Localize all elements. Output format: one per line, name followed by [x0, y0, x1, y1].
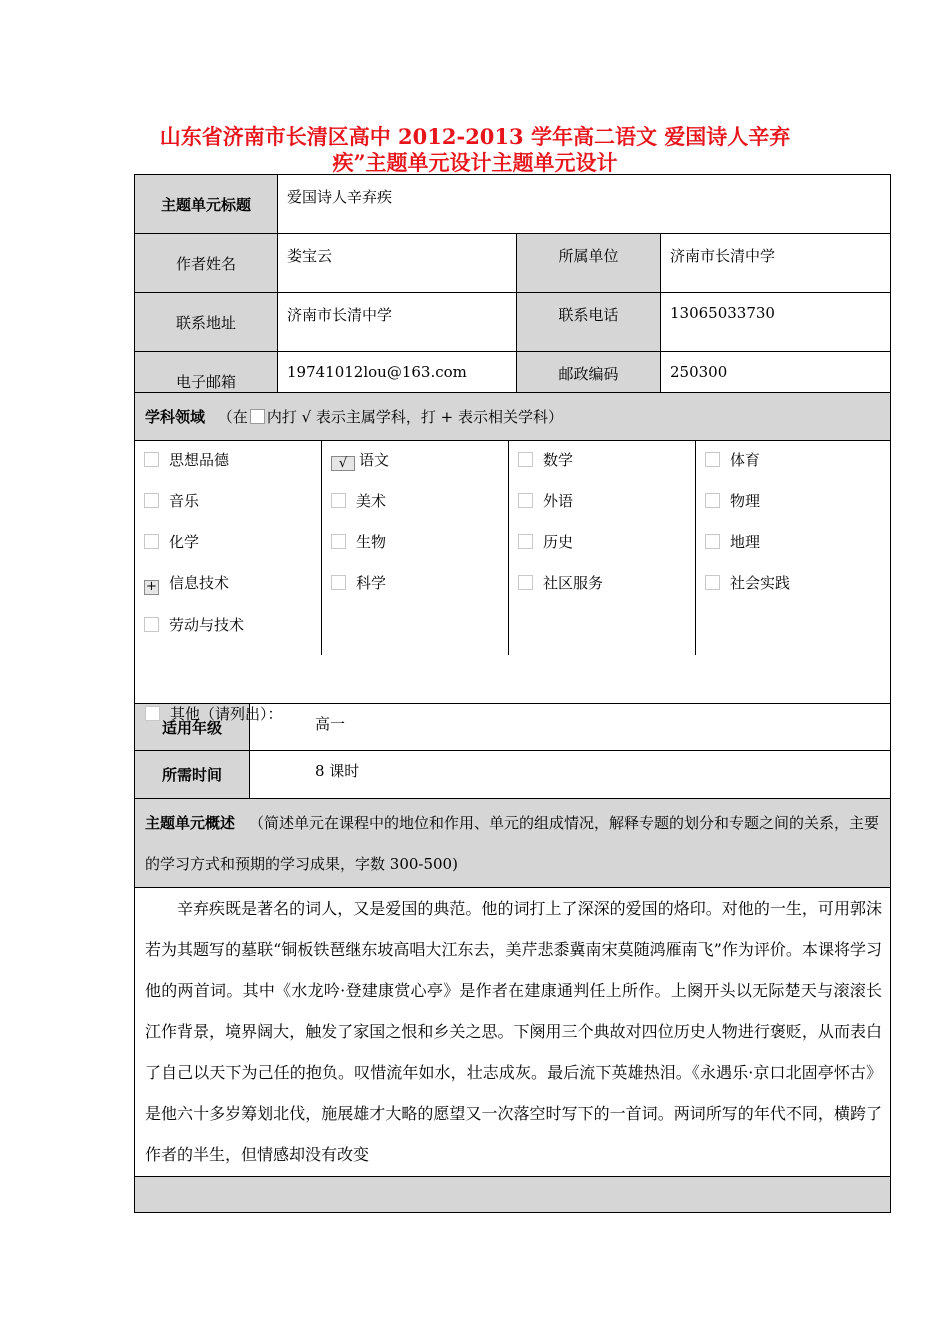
subject-column-3 — [509, 441, 696, 655]
other-subject[interactable]: 其他（请列出）： — [145, 703, 283, 724]
email-label: 电子邮箱 — [135, 352, 278, 411]
subject-area — [135, 441, 891, 723]
subject-column-4 — [696, 441, 886, 655]
checkbox-icon[interactable] — [705, 493, 720, 508]
subject-item[interactable]: 思想品德 — [144, 449, 229, 470]
subject-grid — [135, 441, 890, 655]
subject-column-2 — [322, 441, 509, 655]
checkbox-icon[interactable] — [331, 575, 346, 590]
subject-item[interactable]: 社区服务 — [518, 572, 603, 593]
info-table — [134, 174, 891, 411]
phone-value: 13065033730 — [661, 293, 891, 352]
subject-item[interactable]: 音乐 — [144, 490, 199, 511]
document-title-line1: 山东省济南市长清区高中 2012-2013 学年高二语文 爱国诗人辛弃 — [159, 124, 791, 149]
checkmark-checkbox-icon[interactable]: √ — [331, 456, 355, 471]
author-value: 娄宝云 — [278, 234, 517, 293]
document-title-line2: 疾”主题单元设计主题单元设计 — [332, 150, 618, 175]
subject-item[interactable]: 体育 — [705, 449, 760, 470]
unit-label: 所属单位 — [517, 234, 661, 293]
subject-item[interactable]: 科学 — [331, 572, 386, 593]
checkbox-icon[interactable] — [144, 493, 159, 508]
address-value: 济南市长清中学 — [278, 293, 517, 352]
subject-item[interactable]: 劳动与技术 — [144, 614, 244, 635]
grade-value: 高一 — [250, 704, 891, 751]
time-value: 8 课时 — [250, 751, 891, 799]
overview-header — [135, 799, 891, 888]
subject-item[interactable]: 历史 — [518, 531, 573, 552]
subject-item[interactable]: 美术 — [331, 490, 386, 511]
checkbox-icon[interactable] — [518, 452, 533, 467]
checkbox-icon[interactable] — [331, 493, 346, 508]
checkbox-icon[interactable] — [144, 534, 159, 549]
overview-note: （简述单元在课程中的地位和作用、单元的组成情况，解释专题的划分和专题之间的关系，主要的学习方式和预期的学习成果，字数 300-500) — [145, 814, 880, 873]
topic-label: 主题单元标题 — [135, 175, 278, 234]
phone-label: 联系电话 — [517, 293, 661, 352]
subject-item[interactable]: 地理 — [705, 531, 760, 552]
subject-column-1 — [135, 441, 322, 655]
subject-note-a: （在 — [217, 408, 248, 426]
subject-item[interactable]: √ 语文 — [331, 449, 389, 471]
overview-body — [135, 888, 891, 1177]
postcode-label: 邮政编码 — [517, 352, 661, 411]
checkbox-icon[interactable] — [705, 452, 720, 467]
subject-item[interactable]: 生物 — [331, 531, 386, 552]
subject-item[interactable]: + 信息技术 — [144, 572, 229, 595]
postcode-value: 250300 — [661, 352, 891, 411]
checkbox-icon[interactable] — [518, 493, 533, 508]
address-label: 联系地址 — [135, 293, 278, 352]
unit-value: 济南市长清中学 — [661, 234, 891, 293]
overview-text: 辛弃疾既是著名的词人，又是爱国的典范。他的词打上了深深的爱国的烙印。对他的一生，可用郭沫若为其题写的墓联“铜板铁琶继东坡高唱大江东去，美芹悲黍冀南宋莫随鸿雁南飞”作为评价。本课将学习他的两首词。其中《水龙吟·登建康赏心亭》是作者在建康通判任上所作。上阕开头以无际楚天与滚滚长江作背景，境界阔大，触发了家国之恨和乡关之思。下阕用三个典故对四位历史人物进行褒贬，从而表白了自己以天下为己任的抱负。叹惜流年如水，壮志成灰。最后流下英雄热泪。《永遇乐·京口北固亭怀古》是他六十多岁筹划北伐，施展雄才大略的愿望又一次落空时写下的一首词。两词所写的年代不同，横跨了作者的半生，但情感却没有改变 — [145, 899, 882, 1164]
checkbox-icon[interactable] — [331, 534, 346, 549]
author-label: 作者姓名 — [135, 234, 278, 293]
overview-label: 主题单元概述 — [145, 814, 236, 832]
checkbox-icon[interactable] — [705, 575, 720, 590]
subject-header — [135, 393, 891, 441]
subject-note-b: 内打 √ 表示主属学科，打 + 表示相关学科） — [266, 408, 564, 426]
subject-item[interactable]: 数学 — [518, 449, 573, 470]
topic-value: 爱国诗人辛弃疾 — [278, 175, 891, 234]
subject-item[interactable]: 外语 — [518, 490, 573, 511]
checkbox-icon[interactable] — [144, 452, 159, 467]
subject-label: 学科领域 — [145, 408, 206, 426]
subject-item[interactable]: 社会实践 — [705, 572, 790, 593]
email-value: 19741012lou@163.com — [278, 352, 517, 411]
plus-checkbox-icon[interactable]: + — [144, 580, 159, 595]
subject-item[interactable]: 化学 — [144, 531, 199, 552]
checkbox-icon[interactable] — [518, 534, 533, 549]
checkbox-sample-icon — [250, 409, 265, 424]
checkbox-icon[interactable] — [144, 617, 159, 632]
grade-label: 适用年级 — [135, 704, 250, 751]
empty-gray-row — [135, 1177, 891, 1213]
checkbox-icon[interactable] — [705, 534, 720, 549]
checkbox-icon[interactable] — [518, 575, 533, 590]
subject-item[interactable]: 物理 — [705, 490, 760, 511]
time-label: 所需时间 — [135, 751, 250, 799]
checkbox-icon[interactable] — [145, 706, 160, 721]
subject-table — [134, 392, 891, 1213]
